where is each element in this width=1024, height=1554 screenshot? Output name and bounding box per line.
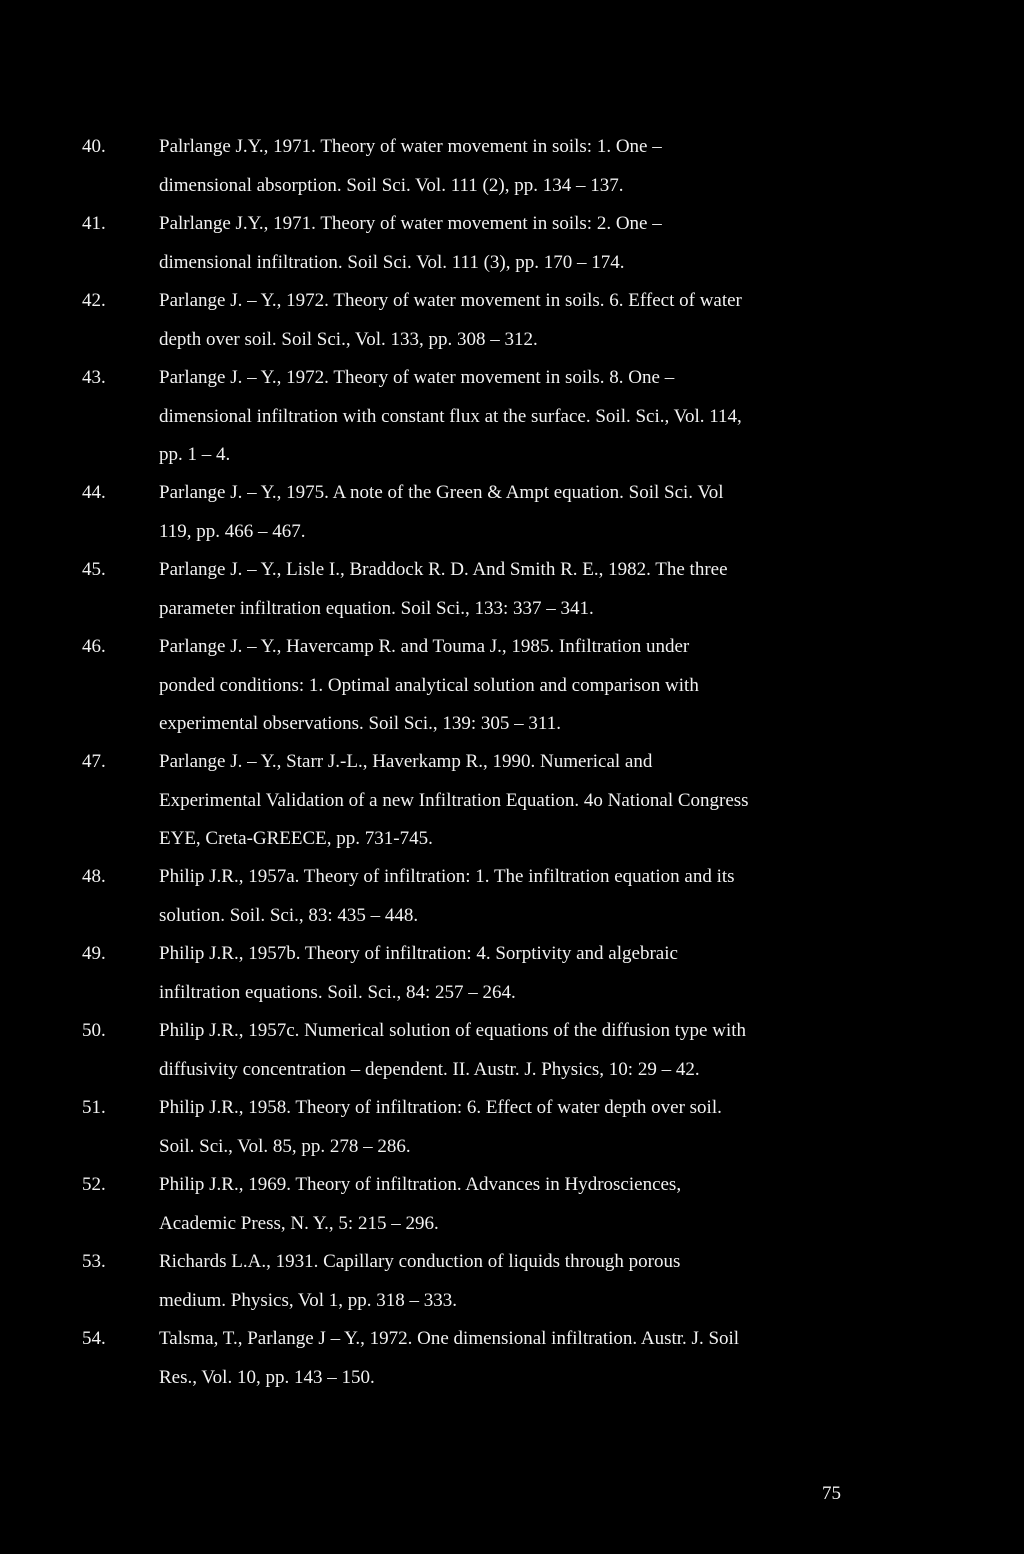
reference-text xyxy=(159,858,851,935)
reference-line: pp. 1 – 4. xyxy=(159,444,231,465)
reference-line: Palrlange J.Y., 1971. Theory of water movement in soils: 2. One – xyxy=(159,213,662,234)
reference-number: 49. xyxy=(82,943,106,964)
reference-text xyxy=(159,474,851,551)
reference-text xyxy=(159,935,851,1012)
reference-line: dimensional absorption. Soil Sci. Vol. 111 (2), pp. 134 – 137. xyxy=(159,174,624,196)
reference-number: 47. xyxy=(82,751,106,772)
reference-line: Academic Press, N. Y., 5: 215 – 296. xyxy=(159,1212,439,1234)
reference-line: dimensional infiltration. Soil Sci. Vol. 111 (3), pp. 170 – 174. xyxy=(159,251,625,273)
reference-line: Richards L.A., 1931. Capillary conduction of liquids through porous xyxy=(159,1251,681,1272)
reference-line: diffusivity concentration – dependent. II. Austr. J. Physics, 10: 29 – 42. xyxy=(159,1058,700,1080)
reference-line: Parlange J. – Y., Havercamp R. and Touma J., 1985. Infiltration under xyxy=(159,636,690,657)
reference-line: Talsma, T., Parlange J – Y., 1972. One dimensional infiltration. Austr. J. Soil xyxy=(159,1328,740,1349)
reference-line: Parlange J. – Y., Lisle I., Braddock R. D. And Smith R. E., 1982. The three xyxy=(159,559,728,580)
reference-text xyxy=(159,1243,851,1320)
reference-text xyxy=(159,1089,851,1166)
reference-line: EYE, Creta-GREECE, pp. 731-745. xyxy=(159,828,433,849)
reference-number: 43. xyxy=(82,367,106,388)
reference-line: Soil. Sci., Vol. 85, pp. 278 – 286. xyxy=(159,1135,411,1157)
reference-line: Philip J.R., 1958. Theory of infiltration: 6. Effect of water depth over soil. xyxy=(159,1097,722,1118)
reference-line: parameter infiltration equation. Soil Sci., 133: 337 – 341. xyxy=(159,597,594,619)
reference-number: 53. xyxy=(82,1251,106,1272)
reference-text xyxy=(159,282,851,359)
reference-line: Philip J.R., 1957b. Theory of infiltration: 4. Sorptivity and algebraic xyxy=(159,943,678,964)
reference-line: Philip J.R., 1969. Theory of infiltration. Advances in Hydrosciences, xyxy=(159,1174,682,1195)
reference-line: medium. Physics, Vol 1, pp. 318 – 333. xyxy=(159,1289,458,1311)
reference-line: infiltration equations. Soil. Sci., 84: 257 – 264. xyxy=(159,981,516,1003)
reference-line: Philip J.R., 1957c. Numerical solution of equations of the diffusion type with xyxy=(159,1020,747,1041)
reference-number: 45. xyxy=(82,559,106,580)
reference-line: Parlange J. – Y., 1972. Theory of water movement in soils. 8. One – xyxy=(159,367,675,388)
reference-line: 119, pp. 466 – 467. xyxy=(159,520,306,542)
reference-number: 52. xyxy=(82,1174,106,1195)
reference-text xyxy=(159,743,851,859)
reference-line: Parlange J. – Y., 1972. Theory of water movement in soils. 6. Effect of water xyxy=(159,290,742,311)
reference-line: Parlange J. – Y., Starr J.-L., Haverkamp R., 1990. Numerical and xyxy=(159,751,653,772)
reference-number: 40. xyxy=(82,136,106,157)
reference-text xyxy=(159,1166,851,1243)
reference-line: solution. Soil. Sci., 83: 435 – 448. xyxy=(159,904,419,926)
reference-line: dimensional infiltration with constant flux at the surface. Soil. Sci., Vol. 114, xyxy=(159,405,742,427)
reference-number: 51. xyxy=(82,1097,106,1118)
reference-number: 48. xyxy=(82,866,106,887)
reference-number: 46. xyxy=(82,636,106,657)
reference-line: experimental observations. Soil Sci., 139: 305 – 311. xyxy=(159,713,561,734)
page-number: 75 xyxy=(822,1483,841,1504)
reference-text xyxy=(159,205,851,282)
reference-line: Res., Vol. 10, pp. 143 – 150. xyxy=(159,1366,375,1388)
reference-text xyxy=(159,551,851,628)
reference-text xyxy=(159,128,851,205)
reference-line: depth over soil. Soil Sci., Vol. 133, pp. 308 – 312. xyxy=(159,328,538,350)
reference-line: Experimental Validation of a new Infiltration Equation. 4o National Congress xyxy=(159,789,749,811)
reference-text xyxy=(159,1320,851,1397)
reference-number: 54. xyxy=(82,1328,106,1349)
reference-number: 41. xyxy=(82,213,106,234)
reference-line: Parlange J. – Y., 1975. A note of the Green & Ampt equation. Soil Sci. Vol xyxy=(159,482,724,503)
reference-line: ponded conditions: 1. Optimal analytical solution and comparison with xyxy=(159,674,699,696)
reference-line: Philip J.R., 1957a. Theory of infiltration: 1. The infiltration equation and its xyxy=(159,866,735,887)
reference-number: 44. xyxy=(82,482,106,503)
reference-text xyxy=(159,359,851,475)
reference-number: 50. xyxy=(82,1020,106,1041)
reference-text xyxy=(159,628,851,744)
reference-line: Palrlange J.Y., 1971. Theory of water movement in soils: 1. One – xyxy=(159,136,662,157)
reference-number: 42. xyxy=(82,290,106,311)
reference-text xyxy=(159,1012,851,1089)
